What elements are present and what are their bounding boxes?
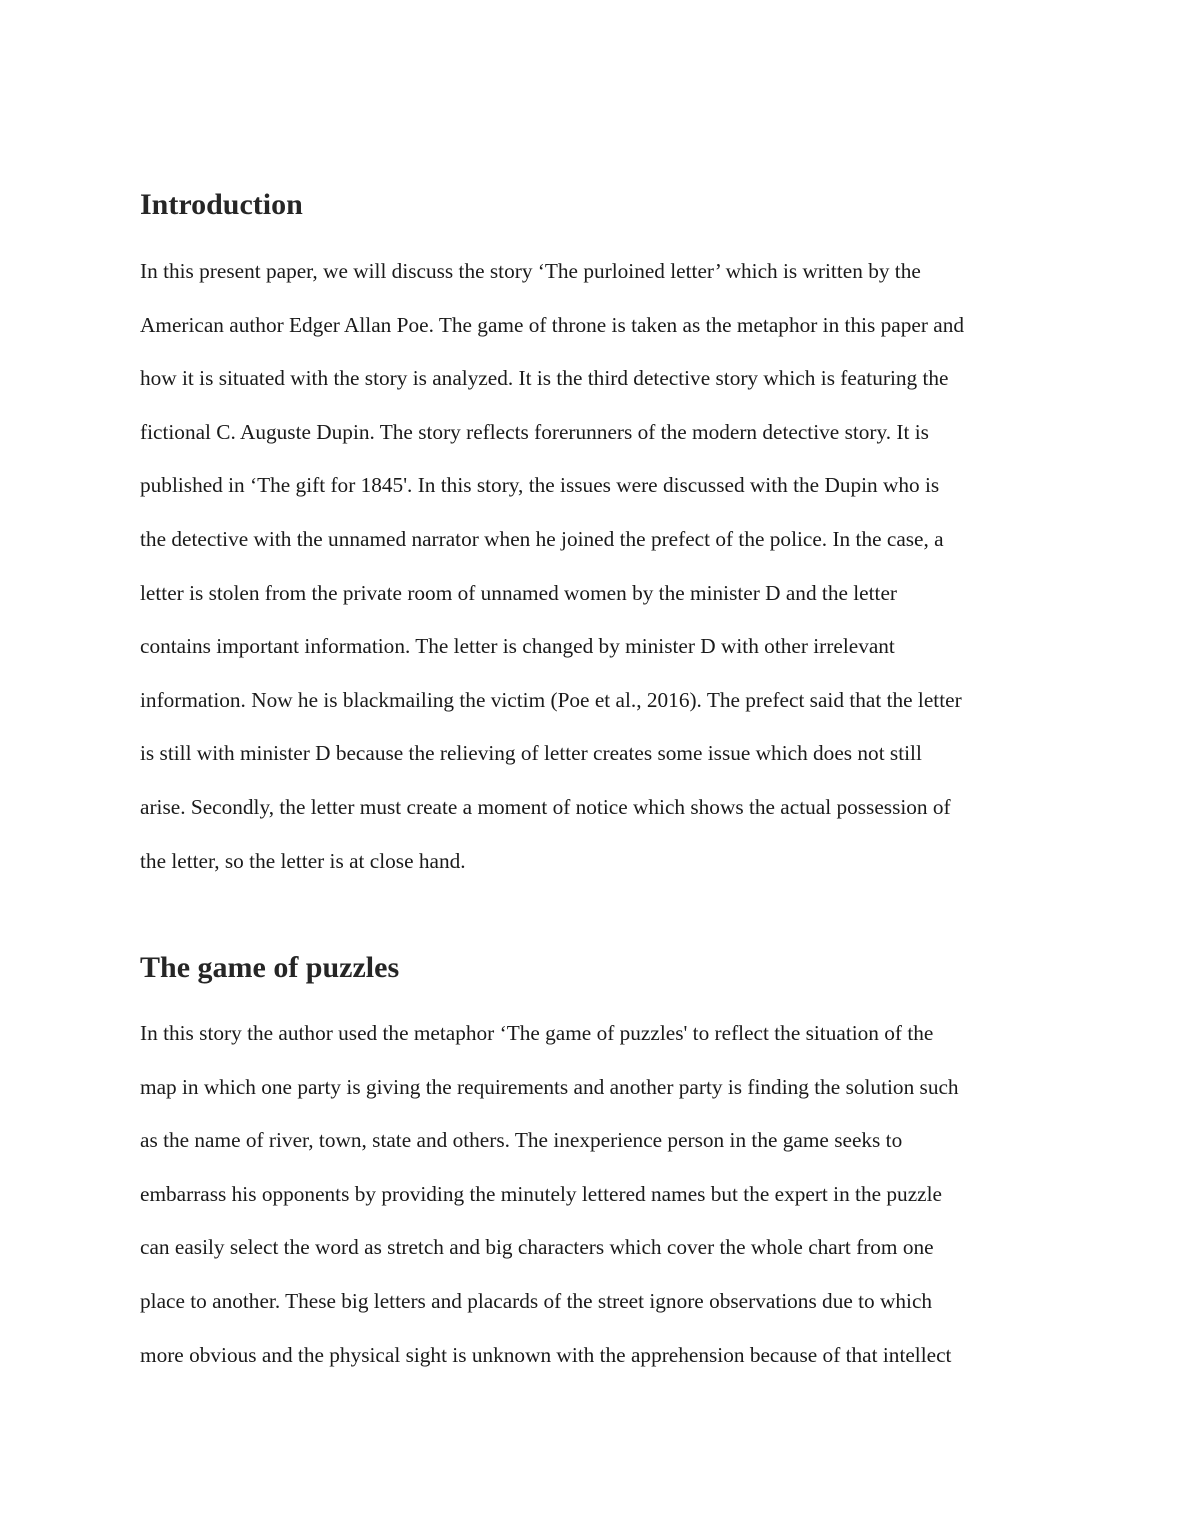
text-line: as the name of river, town, state and others. The inexperience person in the game seeks to (140, 1128, 903, 1153)
text-line: map in which one party is giving the requirements and another party is finding the solution such (140, 1074, 959, 1099)
text-line: more obvious and the physical sight is unknown with the apprehension because of that intellect (140, 1342, 952, 1367)
game-of-puzzles-paragraph (140, 1007, 1100, 1382)
text-line: how it is situated with the story is analyzed. It is the third detective story which is featuring the (140, 366, 949, 391)
text-line: contains important information. The letter is changed by minister D with other irrelevant (140, 634, 895, 659)
section-heading-game-of-puzzles: The game of puzzles (140, 951, 400, 984)
text-line: embarrass his opponents by providing the minutely lettered names but the expert in the puzzle (140, 1181, 942, 1206)
text-line: the detective with the unnamed narrator when he joined the prefect of the police. In the case, a (140, 526, 944, 551)
text-line: fictional C. Auguste Dupin. The story reflects forerunners of the modern detective story. It is (140, 419, 929, 444)
section-heading-introduction: Introduction (140, 188, 303, 221)
text-line: can easily select the word as stretch and big characters which cover the whole chart from one (140, 1235, 934, 1260)
introduction-paragraph (140, 245, 1100, 888)
text-line: information. Now he is blackmailing the victim (Poe et al., 2016). The prefect said that the letter (140, 687, 962, 712)
text-line: In this present paper, we will discuss the story ‘The purloined letter’ which is written by the (140, 259, 921, 283)
text-line: place to another. These big letters and placards of the street ignore observations due to which (140, 1288, 933, 1313)
text-line: published in ‘The gift for 1845'. In this story, the issues were discussed with the Dupin who is (140, 473, 940, 498)
text-line: the letter, so the letter is at close hand. (140, 848, 466, 873)
text-line: arise. Secondly, the letter must create a moment of notice which shows the actual possession of (140, 794, 951, 819)
text-line: letter is stolen from the private room of unnamed women by the minister D and the letter (140, 580, 898, 605)
text-line: In this story the author used the metaphor ‘The game of puzzles' to reflect the situation of the (140, 1021, 934, 1045)
text-line: American author Edger Allan Poe. The game of throne is taken as the metaphor in this paper and (140, 312, 965, 337)
text-line: is still with minister D because the relieving of letter creates some issue which does not still (140, 741, 922, 766)
